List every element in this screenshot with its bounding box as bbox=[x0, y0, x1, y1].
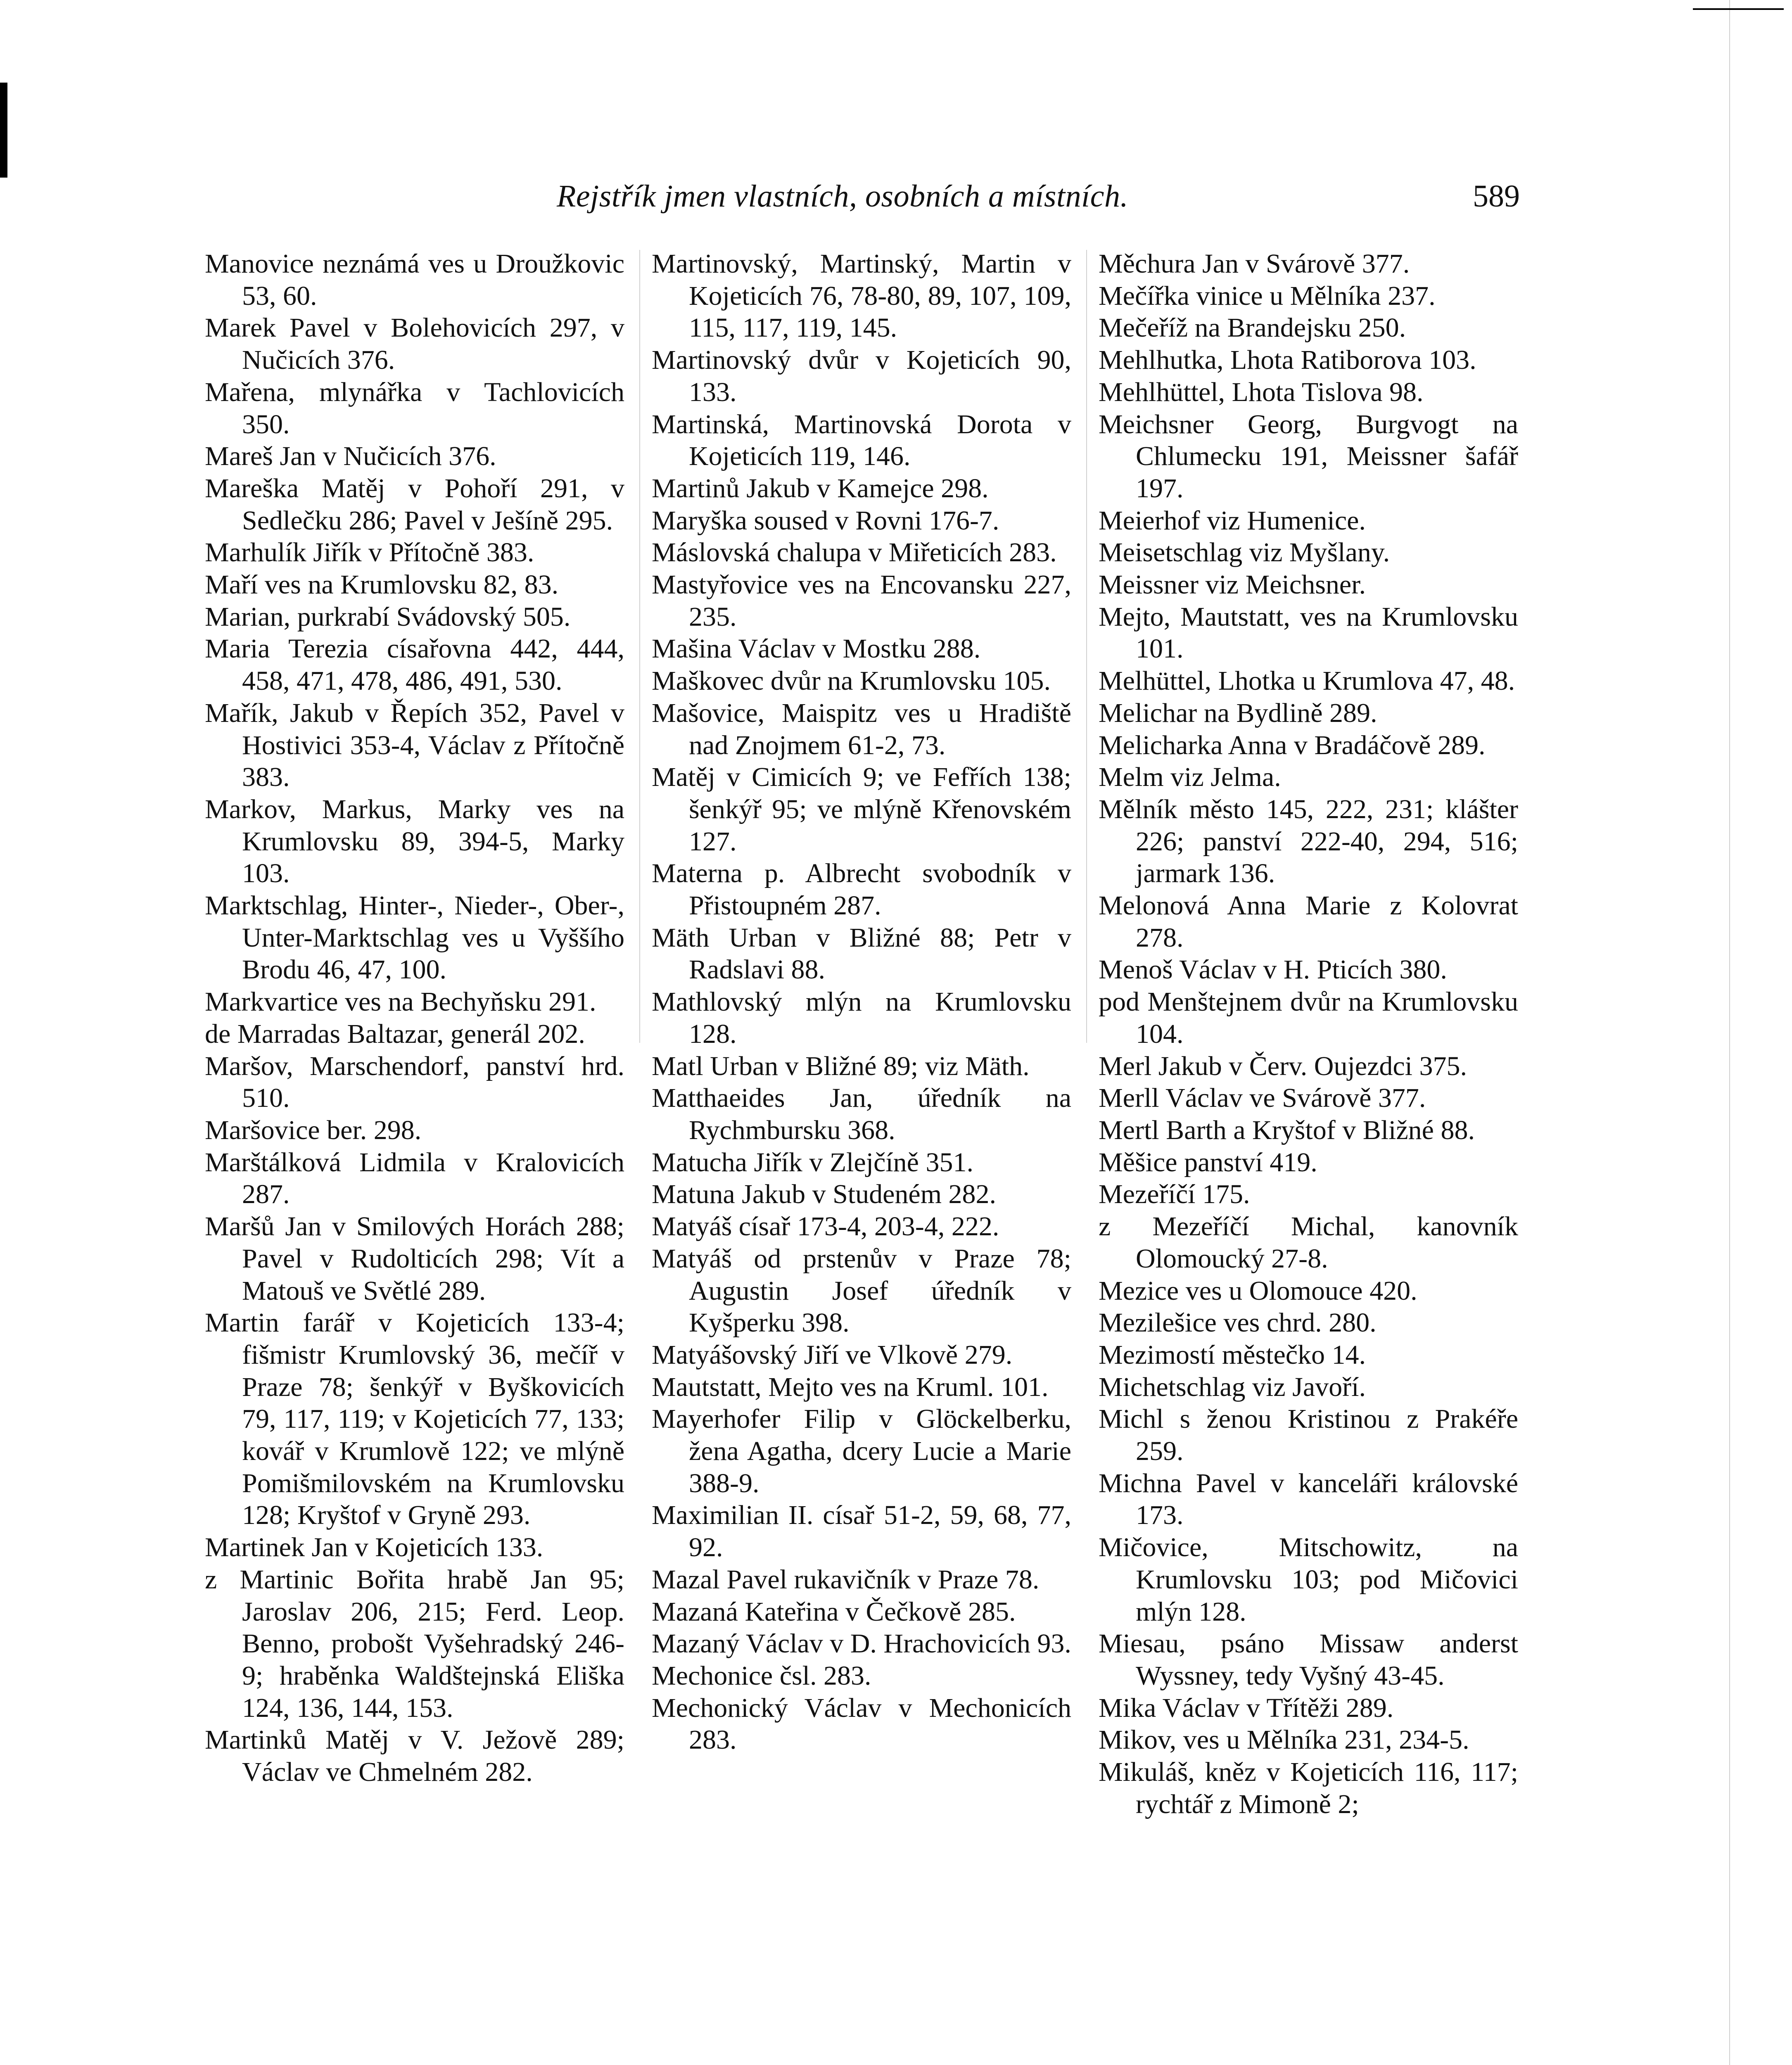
index-column-1 bbox=[205, 248, 624, 1788]
index-entry: pod Menštejnem dvůr na Krumlovsku 104. bbox=[1099, 987, 1518, 1049]
index-entry: Mareš Jan v Nučicích 376. bbox=[205, 441, 496, 472]
index-entry: Mikuláš, kněz v Kojeticích 116, 117; rychtář z Mimoně 2; bbox=[1099, 1757, 1518, 1819]
index-entry: Matuna Jakub v Studeném 282. bbox=[652, 1179, 997, 1210]
index-entry: Mečířka vinice u Mělníka 237. bbox=[1099, 280, 1436, 311]
index-entry: Matyášovský Jiří ve Vlkově 279. bbox=[652, 1339, 1013, 1370]
index-entry: Mechonický Václav v Mechonicích 283. bbox=[652, 1692, 1071, 1755]
index-entry: Martinů Jakub v Kamejce 298. bbox=[652, 473, 989, 503]
index-entry: Mařena, mlynářka v Tachlovicích 350. bbox=[205, 377, 624, 439]
index-entry: Matyáš od prstenův v Praze 78; Augustin Josef úředník v Kyšperku 398. bbox=[652, 1243, 1071, 1338]
index-entry: Marhulík Jiřík v Přítočně 383. bbox=[205, 537, 534, 568]
scan-edge-mark bbox=[1693, 8, 1784, 10]
index-entry: Marek Pavel v Bolehovicích 297, v Nučicích 376. bbox=[205, 313, 624, 375]
index-entry: Mayerhofer Filip v Glöckelberku, žena Agatha, dcery Lucie a Marie 388-9. bbox=[652, 1404, 1071, 1498]
index-entry: Maškovec dvůr na Krumlovsku 105. bbox=[652, 666, 1051, 696]
scan-edge-right bbox=[1729, 0, 1792, 2065]
index-entry: Michna Pavel v kanceláři královské 173. bbox=[1099, 1468, 1518, 1531]
index-entry: Mikov, ves u Mělníka 231, 234-5. bbox=[1099, 1725, 1469, 1755]
index-entry: Mazaný Václav v D. Hrachovicích 93. bbox=[652, 1628, 1071, 1659]
index-entry: Mastyřovice ves na Encovansku 227, 235. bbox=[652, 570, 1071, 632]
index-entry: Mehlhutka, Lhota Ratiborova 103. bbox=[1099, 345, 1476, 375]
index-entry: Marktschlag, Hinter-, Nieder-, Ober-, Unter-Marktschlag ves u Vyššího Brodu 46, 47, 100. bbox=[205, 890, 624, 985]
index-entry: Máslovská chalupa v Miřeticích 283. bbox=[652, 537, 1057, 568]
index-entry: Mašina Václav v Mostku 288. bbox=[652, 634, 981, 664]
index-entry: Melm viz Jelma. bbox=[1099, 762, 1281, 793]
scan-edge-left bbox=[0, 83, 7, 178]
index-entry: Matl Urban v Bližné 89; viz Mäth. bbox=[652, 1051, 1030, 1081]
page-number: 589 bbox=[1473, 179, 1520, 214]
index-entry: Maří ves na Krumlovsku 82, 83. bbox=[205, 570, 559, 600]
index-entry: Michetschlag viz Javoří. bbox=[1099, 1372, 1366, 1402]
index-entry: Melicharka Anna v Bradáčově 289. bbox=[1099, 730, 1486, 760]
index-entry: Markvartice ves na Bechyňsku 291. bbox=[205, 987, 596, 1017]
index-entry: z Mezeříčí Michal, kanovník Olomoucký 27-8. bbox=[1099, 1211, 1518, 1274]
index-entry: Mehlhüttel, Lhota Tislova 98. bbox=[1099, 377, 1424, 407]
index-entry: Martinků Matěj v V. Ježově 289; Václav ve Chmelném 282. bbox=[205, 1725, 624, 1787]
index-entry: Maršov, Marschendorf, panství hrd. 510. bbox=[205, 1051, 624, 1113]
index-entry: Meierhof viz Humenice. bbox=[1099, 505, 1366, 536]
index-entry: Marštálková Lidmila v Kralovicích 287. bbox=[205, 1147, 624, 1210]
index-entry: Mika Václav v Třítěži 289. bbox=[1099, 1692, 1394, 1723]
index-entry: Matěj v Cimicích 9; ve Fefřích 138; šenkýř 95; ve mlýně Křenovském 127. bbox=[652, 762, 1071, 857]
index-entry: Melichar na Bydlině 289. bbox=[1099, 698, 1377, 728]
page-header bbox=[198, 174, 1520, 224]
index-entry: Meissner viz Meichsner. bbox=[1099, 570, 1366, 600]
index-entry: Martinovský dvůr v Kojeticích 90, 133. bbox=[652, 345, 1071, 407]
index-entry: Menoš Václav v H. Pticích 380. bbox=[1099, 954, 1447, 985]
index-entry: Merl Jakub v Červ. Oujezdci 375. bbox=[1099, 1051, 1467, 1081]
index-entry: Mareška Matěj v Pohoří 291, v Sedlečku 286; Pavel v Ješíně 295. bbox=[205, 473, 624, 536]
index-entry: Meisetschlag viz Myšlany. bbox=[1099, 537, 1390, 568]
index-column-3 bbox=[1099, 248, 1518, 1820]
index-entry: Materna p. Albrecht svobodník v Přistoupném 287. bbox=[652, 858, 1071, 921]
index-column-2 bbox=[652, 248, 1071, 1756]
index-entry: Mečeříž na Brandejsku 250. bbox=[1099, 313, 1406, 343]
index-entry: Melonová Anna Marie z Kolovrat 278. bbox=[1099, 890, 1518, 953]
index-entry: Mathlovský mlýn na Krumlovsku 128. bbox=[652, 987, 1071, 1049]
index-entry: Měšice panství 419. bbox=[1099, 1147, 1317, 1177]
index-entry: Mechonice čsl. 283. bbox=[652, 1660, 871, 1691]
index-entry: Mertl Barth a Kryštof v Bližné 88. bbox=[1099, 1115, 1475, 1145]
column-divider bbox=[639, 250, 640, 1043]
index-entry: Mezilešice ves chrd. 280. bbox=[1099, 1308, 1377, 1338]
index-entry: Mazal Pavel rukavičník v Praze 78. bbox=[652, 1564, 1040, 1595]
index-entry: Mäth Urban v Bližné 88; Petr v Radslavi 88. bbox=[652, 922, 1071, 985]
index-entry: Mělník město 145, 222, 231; klášter 226; panství 222-40, 294, 516; jarmark 136. bbox=[1099, 794, 1518, 889]
index-entry: Mařík, Jakub v Řepích 352, Pavel v Hostivici 353-4, Václav z Přítočně 383. bbox=[205, 698, 624, 793]
index-entry: Mezeříčí 175. bbox=[1099, 1179, 1250, 1210]
index-entry: Meichsner Georg, Burgvogt na Chlumecku 191, Meissner šafář 197. bbox=[1099, 409, 1518, 503]
index-entry: Martinek Jan v Kojeticích 133. bbox=[205, 1532, 544, 1563]
index-entry: Měchura Jan v Svárově 377. bbox=[1099, 249, 1410, 279]
index-entry: Matthaeides Jan, úředník na Rychmbursku 368. bbox=[652, 1083, 1071, 1145]
index-entry: Mejto, Mautstatt, ves na Krumlovsku 101. bbox=[1099, 601, 1518, 664]
index-entry: Maryška soused v Rovni 176-7. bbox=[652, 505, 999, 536]
index-entry: Markov, Markus, Marky ves na Krumlovsku 89, 394-5, Marky 103. bbox=[205, 794, 624, 889]
index-entry: Manovice neznámá ves u Droužkovic 53, 60. bbox=[205, 249, 624, 311]
index-entry: Maria Terezia císařovna 442, 444, 458, 471, 478, 486, 491, 530. bbox=[205, 634, 624, 696]
index-entry: Mičovice, Mitschowitz, na Krumlovsku 103; pod Mičovici mlýn 128. bbox=[1099, 1532, 1518, 1627]
index-entry: Martin farář v Kojeticích 133-4; fišmistr Krumlovský 36, mečíř v Praze 78; šenkýř v Byškovicích 79, 117, 119; v Kojeticích 77, 133; kovář v Krumlově 122; ve mlýně Pomišmilovském na Krumlovsku 128; Kryštof v Gryně 293. bbox=[205, 1308, 624, 1531]
index-entry: Matucha Jiřík v Zlejčíně 351. bbox=[652, 1147, 973, 1177]
index-entry: Maršů Jan v Smilových Horách 288; Pavel v Rudolticích 298; Vít a Matouš ve Světlé 289. bbox=[205, 1211, 624, 1306]
index-entry: Mautstatt, Mejto ves na Kruml. 101. bbox=[652, 1372, 1049, 1402]
index-entry: Miesau, psáno Missaw anderst Wyssney, tedy Vyšný 43-45. bbox=[1099, 1628, 1518, 1691]
index-entry: Merll Václav ve Svárově 377. bbox=[1099, 1083, 1426, 1113]
index-entry: Martinovský, Martinský, Martin v Kojeticích 76, 78-80, 89, 107, 109, 115, 117, 119, 145. bbox=[652, 249, 1071, 343]
index-entry: Matyáš císař 173-4, 203-4, 222. bbox=[652, 1211, 999, 1242]
index-entry: de Marradas Baltazar, generál 202. bbox=[205, 1018, 585, 1049]
index-entry: Maršovice ber. 298. bbox=[205, 1115, 422, 1145]
index-entry: Mezimostí městečko 14. bbox=[1099, 1339, 1366, 1370]
index-entry: Mazaná Kateřina v Čečkově 285. bbox=[652, 1596, 1016, 1627]
index-entry: Mezice ves u Olomouce 420. bbox=[1099, 1275, 1417, 1306]
index-entry: Maximilian II. císař 51-2, 59, 68, 77, 92. bbox=[652, 1500, 1071, 1563]
index-entry: z Martinic Bořita hrabě Jan 95; Jaroslav 206, 215; Ferd. Leop. Benno, probošt Vyšehradský 246-9; hraběnka Waldštejnská Eliška 124, 136, 144, 153. bbox=[205, 1564, 624, 1723]
index-entry: Mašovice, Maispitz ves u Hradiště nad Znojmem 61-2, 73. bbox=[652, 698, 1071, 760]
index-entry: Marian, purkrabí Svádovský 505. bbox=[205, 601, 571, 632]
column-divider bbox=[1086, 250, 1087, 1043]
index-entry: Martinská, Martinovská Dorota v Kojeticích 119, 146. bbox=[652, 409, 1071, 472]
index-entry: Michl s ženou Kristinou z Prakéře 259. bbox=[1099, 1404, 1518, 1467]
running-title: Rejstřík jmen vlastních, osobních a místních. bbox=[557, 179, 1128, 214]
index-entry: Melhüttel, Lhotka u Krumlova 47, 48. bbox=[1099, 666, 1515, 696]
